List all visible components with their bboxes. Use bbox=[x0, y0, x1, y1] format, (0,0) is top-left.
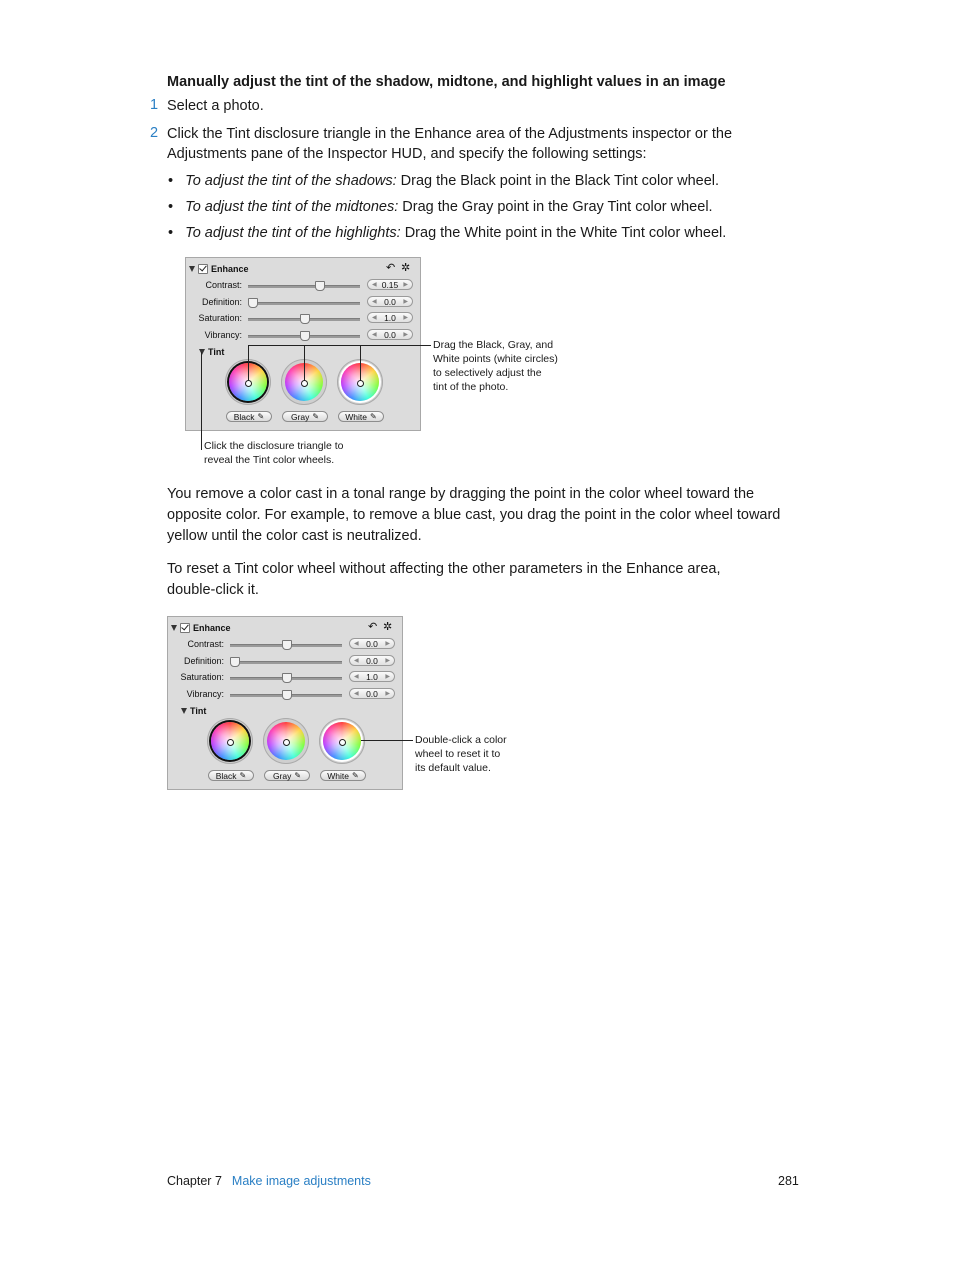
decrement-arrow-icon[interactable]: ◀ bbox=[354, 674, 359, 680]
eyedropper-icon: ✎ bbox=[257, 412, 265, 421]
paragraph-line: double-click it. bbox=[167, 582, 259, 598]
white-eyedropper-button[interactable] bbox=[338, 411, 384, 422]
chapter-number: Chapter 7 bbox=[167, 1174, 222, 1188]
step-number-1: 1 bbox=[150, 97, 159, 113]
bullet-highlights: • To adjust the tint of the highlights: Drag the White point in the White Tint color wheel. bbox=[168, 225, 727, 241]
decrement-arrow-icon[interactable]: ◀ bbox=[372, 299, 377, 305]
enhance-header bbox=[171, 623, 231, 633]
paragraph-line: You remove a color cast in a tonal range by dragging the point in the color wheel toward the bbox=[167, 486, 755, 502]
disclosure-triangle-icon[interactable] bbox=[189, 266, 195, 272]
black-button-label: Black bbox=[215, 770, 237, 781]
contrast-value: 0.0 bbox=[366, 638, 378, 649]
chapter-title-link[interactable]: Make image adjustments bbox=[231, 1174, 371, 1188]
tint-header bbox=[181, 706, 206, 716]
increment-arrow-icon[interactable]: ▶ bbox=[403, 282, 408, 288]
bullet-midtones: • To adjust the tint of the midtones: Drag the Gray point in the Gray Tint color wheel. bbox=[168, 199, 713, 215]
callout-line-white bbox=[360, 345, 361, 381]
callout-line: reveal the Tint color wheels. bbox=[204, 454, 335, 466]
saturation-stepper[interactable] bbox=[367, 312, 413, 323]
paragraph-reset bbox=[167, 559, 720, 601]
callout-drag-points bbox=[433, 338, 558, 394]
gray-point-handle[interactable] bbox=[301, 380, 308, 387]
enhance-panel-2 bbox=[167, 616, 403, 790]
gear-icon[interactable]: ✲ bbox=[383, 621, 393, 633]
contrast-stepper[interactable] bbox=[349, 638, 395, 649]
eyedropper-icon: ✎ bbox=[294, 771, 302, 780]
definition-slider-thumb[interactable] bbox=[248, 298, 258, 308]
bullet-shadows-text: Drag the Black point in the Black Tint color wheel. bbox=[396, 173, 720, 189]
black-point-handle[interactable] bbox=[227, 739, 234, 746]
page-number: 281 bbox=[778, 1174, 799, 1188]
decrement-arrow-icon[interactable]: ◀ bbox=[372, 332, 377, 338]
bullet-midtones-text: Drag the Gray point in the Gray Tint color wheel. bbox=[398, 199, 713, 215]
contrast-value: 0.15 bbox=[381, 279, 399, 290]
bullet-highlights-text: Drag the White point in the White Tint color wheel. bbox=[400, 225, 727, 241]
saturation-slider-thumb[interactable] bbox=[282, 673, 292, 683]
decrement-arrow-icon[interactable]: ◀ bbox=[372, 282, 377, 288]
vibrancy-slider-thumb[interactable] bbox=[282, 690, 292, 700]
tint-disclosure-triangle-icon[interactable] bbox=[181, 708, 187, 714]
decrement-arrow-icon[interactable]: ◀ bbox=[354, 641, 359, 647]
step-text-2-line1: Click the Tint disclosure triangle in the Enhance area of the Adjustments inspector or the bbox=[167, 126, 733, 142]
increment-arrow-icon[interactable]: ▶ bbox=[403, 315, 408, 321]
step-text-2-line2: Adjustments pane of the Inspector HUD, and specify the following settings: bbox=[167, 146, 647, 162]
saturation-label: Saturation: bbox=[180, 672, 224, 682]
vibrancy-stepper[interactable] bbox=[349, 688, 395, 699]
white-eyedropper-button[interactable] bbox=[320, 770, 366, 781]
white-point-handle[interactable] bbox=[357, 380, 364, 387]
increment-arrow-icon[interactable]: ▶ bbox=[385, 641, 390, 647]
tint-disclosure-triangle-icon[interactable] bbox=[199, 349, 205, 355]
black-point-handle[interactable] bbox=[245, 380, 252, 387]
callout-line: wheel to reset it to bbox=[415, 748, 501, 760]
callout-double-click bbox=[415, 733, 507, 775]
gray-button-label: Gray bbox=[272, 770, 292, 781]
enhance-header bbox=[189, 264, 249, 274]
decrement-arrow-icon[interactable]: ◀ bbox=[372, 315, 377, 321]
definition-stepper[interactable] bbox=[367, 296, 413, 307]
definition-label: Definition: bbox=[201, 297, 242, 307]
callout-line-triangle bbox=[201, 352, 202, 450]
definition-slider-thumb[interactable] bbox=[230, 657, 240, 667]
enhance-title: Enhance bbox=[193, 623, 231, 633]
definition-value: 0.0 bbox=[366, 655, 378, 666]
callout-line: White points (white circles) bbox=[433, 353, 558, 365]
gray-button-label: Gray bbox=[290, 411, 310, 422]
callout-line-black bbox=[248, 345, 249, 381]
step-number-2: 2 bbox=[150, 125, 159, 141]
increment-arrow-icon[interactable]: ▶ bbox=[385, 658, 390, 664]
saturation-slider-thumb[interactable] bbox=[300, 314, 310, 324]
eyedropper-icon: ✎ bbox=[312, 412, 320, 421]
definition-label: Definition: bbox=[183, 656, 224, 666]
bullet-highlights-lead: To adjust the tint of the highlights: bbox=[185, 225, 401, 241]
contrast-slider-thumb[interactable] bbox=[315, 281, 325, 291]
enhance-checkbox[interactable] bbox=[180, 623, 190, 633]
saturation-value: 1.0 bbox=[384, 312, 396, 323]
eyedropper-icon: ✎ bbox=[370, 412, 377, 421]
tint-header bbox=[199, 347, 224, 357]
section-heading: Manually adjust the tint of the shadow, midtone, and highlight values in an image bbox=[167, 74, 726, 90]
step-text-1: Select a photo. bbox=[167, 98, 264, 114]
paragraph-line: To reset a Tint color wheel without affecting the other parameters in the Enhance area, bbox=[167, 561, 721, 577]
black-eyedropper-button[interactable] bbox=[226, 411, 272, 422]
disclosure-triangle-icon[interactable] bbox=[171, 625, 177, 631]
gear-icon[interactable]: ✲ bbox=[401, 262, 411, 274]
black-button-label: Black bbox=[233, 411, 255, 422]
callout-line: Click the disclosure triangle to bbox=[204, 440, 344, 452]
callout-line-horizontal bbox=[248, 345, 431, 346]
contrast-label: Contrast: bbox=[187, 639, 224, 649]
definition-slider[interactable] bbox=[248, 302, 360, 305]
paragraph-line: yellow until the color cast is neutralized. bbox=[167, 528, 422, 544]
increment-arrow-icon[interactable]: ▶ bbox=[385, 674, 390, 680]
eyedropper-icon: ✎ bbox=[239, 771, 247, 780]
vibrancy-stepper[interactable] bbox=[367, 329, 413, 340]
vibrancy-value: 0.0 bbox=[384, 329, 396, 340]
callout-line: Drag the Black, Gray, and bbox=[433, 339, 554, 351]
undo-icon[interactable]: ↶ bbox=[386, 262, 396, 274]
vibrancy-slider-thumb[interactable] bbox=[300, 331, 310, 341]
undo-icon[interactable]: ↶ bbox=[368, 621, 378, 633]
callout-line-reset bbox=[361, 740, 413, 741]
vibrancy-label: Vibrancy: bbox=[204, 330, 242, 340]
contrast-label: Contrast: bbox=[205, 280, 242, 290]
bullet-shadows-lead: To adjust the tint of the shadows: bbox=[185, 173, 397, 189]
vibrancy-label: Vibrancy: bbox=[186, 689, 224, 699]
footer-chapter bbox=[167, 1174, 371, 1188]
callout-disclosure bbox=[204, 439, 343, 467]
callout-line: to selectively adjust the bbox=[433, 367, 542, 379]
contrast-slider[interactable] bbox=[248, 285, 360, 288]
decrement-arrow-icon[interactable]: ◀ bbox=[354, 658, 359, 664]
increment-arrow-icon[interactable]: ▶ bbox=[403, 299, 408, 305]
paragraph-line: opposite color. For example, to remove a blue cast, you drag the point in the color wheel toward bbox=[167, 507, 781, 523]
gray-eyedropper-button[interactable] bbox=[282, 411, 328, 422]
enhance-panel-1 bbox=[185, 257, 421, 431]
tint-title: Tint bbox=[208, 347, 225, 357]
eyedropper-icon: ✎ bbox=[352, 771, 359, 780]
contrast-stepper[interactable] bbox=[367, 279, 413, 290]
callout-line: tint of the photo. bbox=[433, 381, 509, 393]
increment-arrow-icon[interactable]: ▶ bbox=[385, 691, 390, 697]
definition-value: 0.0 bbox=[384, 296, 396, 307]
white-button-label: White bbox=[345, 411, 368, 422]
callout-line: its default value. bbox=[415, 762, 491, 774]
white-button-label: White bbox=[327, 770, 350, 781]
gray-point-handle[interactable] bbox=[283, 739, 290, 746]
paragraph-color-cast bbox=[167, 484, 780, 547]
saturation-stepper[interactable] bbox=[349, 671, 395, 682]
increment-arrow-icon[interactable]: ▶ bbox=[403, 332, 408, 338]
bullet-shadows: • To adjust the tint of the shadows: Drag the Black point in the Black Tint color wheel. bbox=[168, 173, 720, 189]
saturation-value: 1.0 bbox=[366, 671, 378, 682]
gray-eyedropper-button[interactable] bbox=[264, 770, 310, 781]
callout-line: Double-click a color bbox=[415, 734, 507, 746]
definition-slider[interactable] bbox=[230, 661, 342, 664]
enhance-title: Enhance bbox=[211, 264, 249, 274]
decrement-arrow-icon[interactable]: ◀ bbox=[354, 691, 359, 697]
contrast-slider-thumb[interactable] bbox=[282, 640, 292, 650]
enhance-checkbox[interactable] bbox=[198, 264, 208, 274]
bullet-midtones-lead: To adjust the tint of the midtones: bbox=[185, 199, 399, 215]
callout-line-gray bbox=[304, 345, 305, 381]
definition-stepper[interactable] bbox=[349, 655, 395, 666]
vibrancy-value: 0.0 bbox=[366, 688, 378, 699]
tint-title: Tint bbox=[190, 706, 207, 716]
saturation-label: Saturation: bbox=[198, 313, 242, 323]
black-eyedropper-button[interactable] bbox=[208, 770, 254, 781]
white-point-handle[interactable] bbox=[339, 739, 346, 746]
